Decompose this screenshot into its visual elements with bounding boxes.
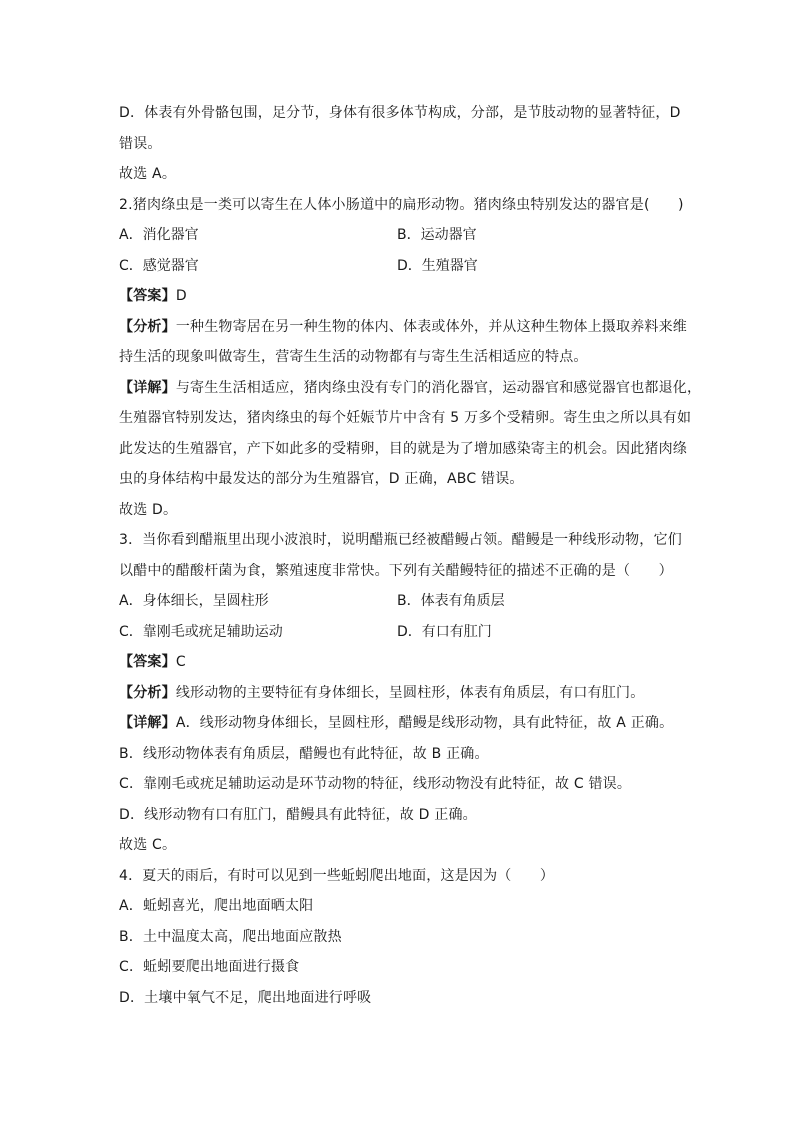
text-line: 以醋中的醋酸杆菌为食，繁殖速度非常快。下列有关醋鳗特征的描述不正确的是（ ） [119,562,673,579]
text-line: 2.猪肉绦虫是一类可以寄生在人体小肠道中的扁形动物。猪肉绦虫特别发达的器官是( ) [119,196,684,213]
option-left: A．身体细长，呈圆柱形 [119,593,269,609]
text-line: 生殖器官特别发达，猪肉绦虫的每个妊娠节片中含有 5 万多个受精卵。寄生虫之所以具有如 [119,410,692,426]
option-left: A．消化器官 [119,227,199,243]
text-line: 故选 A。 [119,166,177,182]
labeled-line [119,312,688,343]
text-line: B．线形动物体表有角质层，醋鳗也有此特征，故 B 正确。 [119,745,489,762]
section-tag: 【答案】 [119,288,176,304]
section-text: 线形动物的主要特征有身体细长，呈圆柱形，体表有角质层，有口有肛门。 [175,684,645,701]
section-tag: 【答案】 [119,654,176,670]
text-line: 虫的身体结构中最发达的部分为生殖器官，D 正确，ABC 错误。 [119,471,524,487]
text-line: 3．当你看到醋瓶里出现小波浪时，说明醋瓶已经被醋鳗占领。醋鳗是一种线形动物，它们 [119,532,682,548]
option-right: B．体表有角质层 [397,593,505,609]
labeled-line [119,708,679,739]
section-text: C [175,654,186,670]
option-left: C．靠刚毛或疣足辅助运动 [119,623,283,640]
text-line: 持生活的现象叫做寄生，营寄生生活的动物都有与寄生生活相适应的特点。 [119,349,588,365]
text-line: 故选 C。 [119,837,177,853]
option-row [119,586,679,617]
document-page [119,98,702,1013]
section-tag: 【详解】 [119,715,176,731]
option-right: B．运动器官 [397,227,477,243]
section-tag: 【分析】 [119,318,176,335]
option-right: D．生殖器官 [397,257,478,274]
option-row [119,251,679,282]
text-line: 错误。 [119,135,162,152]
option-right: D．有口有肛门 [397,623,492,640]
text-line: 此发达的生殖器官，产下如此多的受精卵，目的就是为了增加感染寄主的机会。因此猪肉绦 [119,440,687,457]
text-line: 4．夏天的雨后，有时可以见到一些蚯蚓爬出地面，这是因为（ ） [119,867,555,884]
section-text: A．线形动物身体细长，呈圆柱形，醋鳗是线形动物，具有此特征，故 A 正确。 [175,715,674,731]
text-line: D．土壤中氧气不足，爬出地面进行呼吸 [119,989,372,1006]
section-text: 一种生物寄居在另一种生物的体内、体表或体外，并从这种生物体上摄取养料来维 [175,318,688,335]
section-tag: 【分析】 [119,684,176,701]
text-line: 故选 D。 [119,501,178,518]
text-line: A．蚯蚓喜光，爬出地面晒太阳 [119,898,314,914]
text-line: D．线形动物有口有肛门，醋鳗具有此特征，故 D 正确。 [119,806,477,823]
section-text: 与寄生生活相适应，猪肉绦虫没有专门的消化器官，运动器官和感觉器官也都退化， [175,379,702,396]
labeled-line [119,678,679,709]
text-line: D．体表有外骨骼包围，足分节，身体有很多体节构成，分部，是节肢动物的显著特征，D [119,105,681,121]
labeled-line [119,647,679,678]
section-text: D [175,288,187,304]
text-line: B．土中温度太高，爬出地面应散热 [119,928,342,945]
labeled-line [119,373,702,404]
option-left: C．感觉器官 [119,257,199,274]
text-line: C．靠刚毛或疣足辅助运动是环节动物的特征，线形动物没有此特征，故 C 错误。 [119,776,632,792]
section-tag: 【详解】 [119,379,176,396]
option-row [119,617,679,648]
option-row [119,220,679,251]
text-line: C．蚯蚓要爬出地面进行摄食 [119,959,300,975]
labeled-line [119,281,679,312]
